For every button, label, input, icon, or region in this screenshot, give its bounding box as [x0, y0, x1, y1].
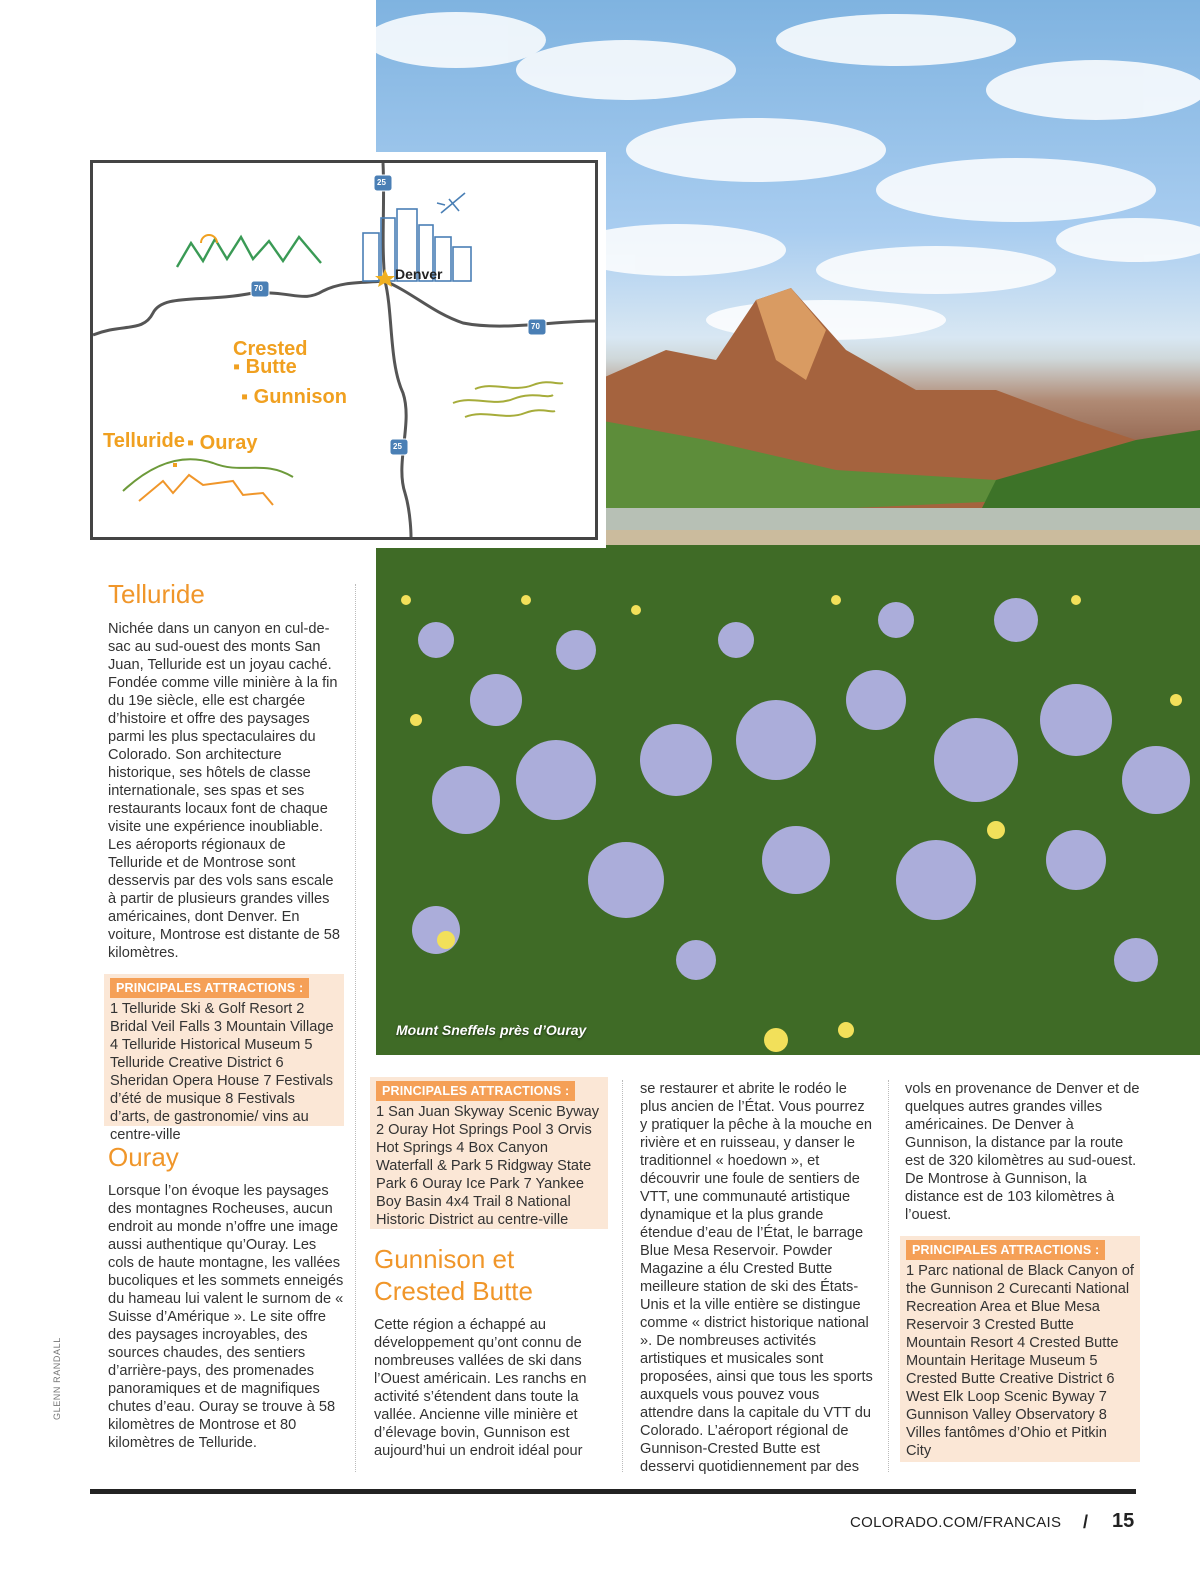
gunnison-body-col1: Cette région a échappé au développement qu’ont connu de nombreuses vallées de ski dans l’Ouest américain. Les ranchs en activité s’étendent dans toute la vallée. Ancienne ville minière et d’élevage bovin, Gunnison est aujourd’hui un endroit idéal pour	[374, 1317, 587, 1459]
gunnison-heading-line1: Gunnison et	[374, 1244, 515, 1274]
ouray-attractions-tag: PRINCIPALES ATTRACTIONS :	[376, 1081, 575, 1101]
map-routes	[93, 163, 595, 537]
page-number: 15	[1112, 1510, 1135, 1532]
i70-route	[93, 281, 595, 335]
footer-rule	[90, 1489, 1136, 1494]
i25-bottom-label: 25	[393, 442, 402, 451]
column-divider	[622, 1080, 623, 1472]
gunnison-body-col3: vols en provenance de Denver et de quelques autres grandes villes américaines. De Denver à Gunnison, la distance par la route est de 320 kilomètres au sud-ouest. De Montrose à Gunnison, la distance est de 103 kilomètres à l’ouest.	[905, 1081, 1140, 1223]
photo-caption: Mount Sneffels près d’Ouray	[396, 1022, 587, 1038]
column-divider	[355, 584, 356, 1472]
column-divider	[888, 1080, 889, 1472]
gunnison-attractions-tag: PRINCIPALES ATTRACTIONS :	[906, 1240, 1105, 1260]
telluride-attractions-box	[104, 974, 344, 1143]
mountains-icon	[177, 237, 321, 267]
telluride-attractions-tag: PRINCIPALES ATTRACTIONS :	[110, 978, 309, 998]
map-label-butte: ▪ Butte	[233, 356, 297, 378]
i25-top-label: 25	[377, 178, 386, 187]
map-label-denver: Denver	[395, 266, 443, 282]
telluride-body: Nichée dans un canyon en cul-de-sac au sud-ouest des monts San Juan, Telluride est un joyau caché. Fondée comme ville minière à la fin du 19e siècle, elle est chargée d’histoire et offre des paysages parmi les plus spectaculaires du Colorado. Son architecture historique, ses hôtels de classe internationale, ses spas et ses restaurants locaux font de chaque visite une expérience inoubliable. Les aéroports régionaux de Telluride et de Montrose sont desservis par des vols sans escale à partir de plusieurs grandes villes américaines, dont Denver. En voiture, Montrose est distante de 58 kilomètres.	[108, 621, 341, 961]
gunnison-attractions-box	[900, 1236, 1140, 1462]
gunnison-attractions-list: 1 Parc national de Black Canyon of the Gunnison 2 Curecanti National Recreation Area et Blue Mesa Reservoir 3 Crested Butte Mountain Resort 4 Crested Butte Mountain Heritage Museum 5 Crested Butte Creative District 6 West Elk Loop Scenic Byway 7 Gunnison Valley Observatory 8 Villes fantômes d’Ohio et Pitkin City	[906, 1263, 1134, 1459]
ouray-attractions-list: 1 San Juan Skyway Scenic Byway 2 Ouray Hot Springs Pool 3 Orvis Hot Springs 4 Box Canyon Waterfall & Park 5 Ridgway State Park 6 Ouray Ice Park 7 Yankee Boy Basin 4x4 Trail 8 National Historic District au centre-ville	[376, 1104, 600, 1228]
canyon-icon	[123, 459, 293, 505]
hills-icon	[453, 382, 563, 417]
footer-website: COLORADO.COM/FRANCAIS	[850, 1514, 1062, 1531]
ouray-body: Lorsque l’on évoque les paysages des montagnes Rocheuses, aucun endroit au monde n’offre une image aussi authentique qu’Ouray. Les cols de haute montagne, les vallées bucoliques et les sommets enneigés du hameau lui valent le surnom de « Suisse d’Amérique ». Le site offre des paysages incroyables, des sources chaudes, des sentiers d’arrière-pays, des promenades panoramiques et de magnifiques chutes d’eau. Ouray se trouve à 58 kilomètres de Montrose et 80 kilomètres de Telluride.	[108, 1183, 344, 1451]
map-label-telluride: Telluride	[103, 430, 185, 452]
i70-left-label: 70	[254, 284, 263, 293]
gunnison-heading-line2: Crested Butte	[374, 1276, 533, 1306]
i70-right-label: 70	[531, 322, 540, 331]
telluride-attractions-list: 1 Telluride Ski & Golf Resort 2 Bridal Veil Falls 3 Mountain Village 4 Telluride Historical Museum 5 Telluride Creative District 6 Sheridan Opera House 7 Festivals d’été de musique 8 Festivals d’arts, de gastronomie/ vins au centre-ville	[110, 1001, 334, 1143]
map-label-crested: Crested	[233, 338, 308, 360]
town-dot	[173, 463, 177, 467]
region-map	[90, 160, 598, 540]
map-label-ouray: ▪ Ouray	[187, 432, 258, 454]
telluride-heading: Telluride	[108, 579, 205, 609]
ouray-attractions-box	[370, 1077, 608, 1229]
airplane-icon	[437, 193, 465, 213]
gunnison-body-col2: se restaurer et abrite le rodéo le plus ancien de l’État. Vous pourrez y pratiquer la pêche à la mouche en rivière et en ruisseau, y danser le traditionnel « hoedown », et découvrir une foule de sentiers de VTT, une communauté artistique dynamique et la plus grande étendue d’eau de l’État, le barrage Blue Mesa Reservoir. Powder Magazine a élu Crested Butte meilleure station de ski des États-Unis et la ville entière se distingue comme « district historique national ». De nombreuses activités artistiques et musicales sont proposées, ainsi que tous les sports auxquels vous pouvez vous attendre dans la capitale du VTT du Colorado. L’aéroport régional de Gunnison-Crested Butte est desservi quotidiennement par des	[640, 1081, 873, 1475]
map-label-gunnison: ▪ Gunnison	[241, 386, 347, 408]
photo-credit: GLENN RANDALL	[52, 1337, 62, 1420]
ouray-heading: Ouray	[108, 1142, 179, 1172]
footer-separator: /	[1083, 1512, 1089, 1532]
